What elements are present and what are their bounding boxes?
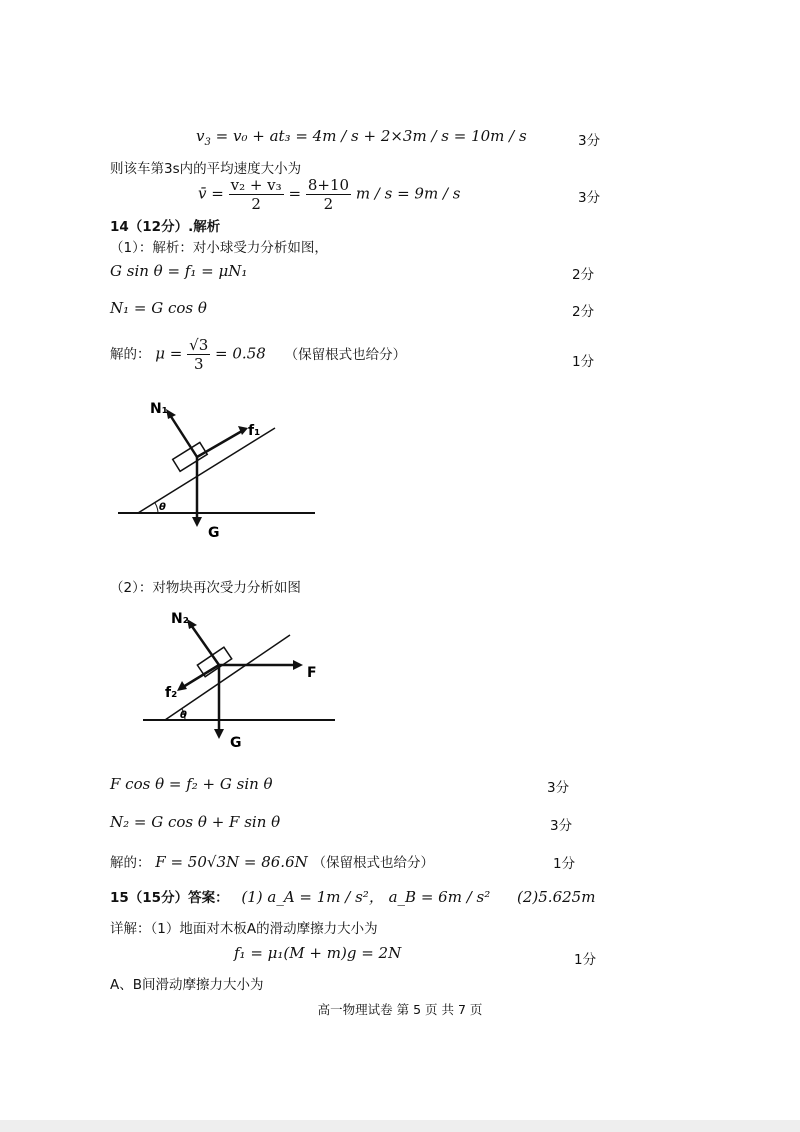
equation-v3-lhs: v xyxy=(196,127,205,145)
gravity-label-2: G xyxy=(230,735,242,751)
q15-answer-part2: (2)5.625m xyxy=(517,888,596,906)
fraction-velocity-sum-num: v₂ + v₃ xyxy=(230,176,282,194)
q14-equation-3-prefix: 解的： xyxy=(110,346,151,363)
q14-equation-1: G sin θ = f₁ = μN₁ xyxy=(110,262,248,280)
normal-force-arrow-2 xyxy=(191,625,219,665)
normal-force-label-2: N₂ xyxy=(171,611,189,627)
q14-equation-6-note: （保留根式也给分） xyxy=(312,855,435,871)
q14-score-2: 2分 xyxy=(572,304,595,320)
q14-equation-2: N₁ = G cos θ xyxy=(110,299,207,317)
angle-label-2: θ xyxy=(180,710,187,721)
block-2 xyxy=(197,647,231,677)
q14-equation-3-note: （保留根式也给分） xyxy=(284,346,407,363)
incline-line-2 xyxy=(165,635,290,720)
equation-avg-tail: m / s = 9m / s xyxy=(355,184,461,203)
q15-answer-line xyxy=(110,886,595,907)
q15-score-7: 1分 xyxy=(574,952,597,968)
q14-equation-3-mu: μ = xyxy=(155,344,183,363)
score-v3: 3分 xyxy=(578,133,601,149)
q15-detail-intro: 详解：（1）地面对木板A的滑动摩擦力大小为 xyxy=(110,921,378,937)
q14-score-1: 2分 xyxy=(572,267,595,283)
equation-avg-eq: = xyxy=(288,184,302,203)
fraction-velocity-sum-den: 2 xyxy=(251,195,261,213)
q14-score-3: 1分 xyxy=(572,354,595,370)
q14-equation-3 xyxy=(110,336,406,373)
gravity-arrowhead xyxy=(192,517,202,527)
q14-equation-6-text: F = 50√3N = 86.6N xyxy=(155,853,308,871)
q14-equation-3-tail: = 0.58 xyxy=(215,344,266,363)
gravity-label: G xyxy=(208,525,220,541)
angle-label: θ xyxy=(159,502,166,513)
fraction-velocity-sum xyxy=(229,176,284,213)
q15-ab-friction: A、B间滑动摩擦力大小为 xyxy=(110,977,264,993)
friction-label-2: f₂ xyxy=(165,685,178,701)
friction-label: f₁ xyxy=(248,423,261,439)
avg-speed-intro: 则该车第3s内的平均速度大小为 xyxy=(110,161,302,177)
angle-arc xyxy=(155,503,158,513)
page-footer: 高一物理试卷 第 5 页 共 7 页 xyxy=(317,1002,483,1017)
equation-avg-lhs: v̄ = xyxy=(198,184,224,203)
q14-part2-intro: （2）：对物块再次受力分析如图 xyxy=(110,580,301,596)
q14-equation-6-prefix: 解的： xyxy=(110,855,151,871)
q14-fraction-root3-num: √3 xyxy=(189,336,209,354)
force-diagram-ball xyxy=(110,395,330,545)
q15-heading: 15（15分）答案： xyxy=(110,890,229,906)
q14-score-6: 1分 xyxy=(553,856,576,872)
equation-v3-lhs-sub: 3 xyxy=(204,137,211,148)
scan-edge xyxy=(0,1120,800,1132)
equation-v3 xyxy=(196,127,527,148)
equation-v3-rhs: = v₀ + at₃ = 4m / s + 2×3m / s = 10m / s xyxy=(215,127,527,145)
q14-fraction-root3 xyxy=(187,336,210,373)
q15-answer-part1: (1) a_A = 1m / s²， a_B = 6m / s² xyxy=(241,888,491,906)
q14-heading: 14（12分）.解析 xyxy=(110,219,221,235)
score-avg-speed: 3分 xyxy=(578,190,601,206)
q14-equation-6 xyxy=(110,851,434,871)
applied-force-label: F xyxy=(307,665,317,681)
equation-avg-speed xyxy=(198,176,460,213)
q14-equation-5: N₂ = G cos θ + F sin θ xyxy=(110,813,281,831)
q14-score-4: 3分 xyxy=(547,780,570,796)
incline-line xyxy=(138,428,275,513)
normal-force-label: N₁ xyxy=(150,401,168,417)
applied-force-arrowhead xyxy=(293,660,303,670)
q14-score-5: 3分 xyxy=(550,818,573,834)
fraction-numeric-num: 8+10 xyxy=(307,176,350,194)
normal-force-arrow xyxy=(170,415,197,457)
force-diagram-block xyxy=(135,605,365,755)
q14-fraction-root3-den: 3 xyxy=(193,355,204,373)
gravity-arrowhead-2 xyxy=(214,729,224,739)
q14-part1-intro: （1）：解析：对小球受力分析如图， xyxy=(110,240,328,256)
q14-equation-4: F cos θ = f₂ + G sin θ xyxy=(110,775,273,793)
fraction-numeric xyxy=(306,176,351,213)
fraction-numeric-den: 2 xyxy=(323,195,334,213)
q15-equation-7: f₁ = μ₁(M + m)g = 2N xyxy=(234,944,402,962)
